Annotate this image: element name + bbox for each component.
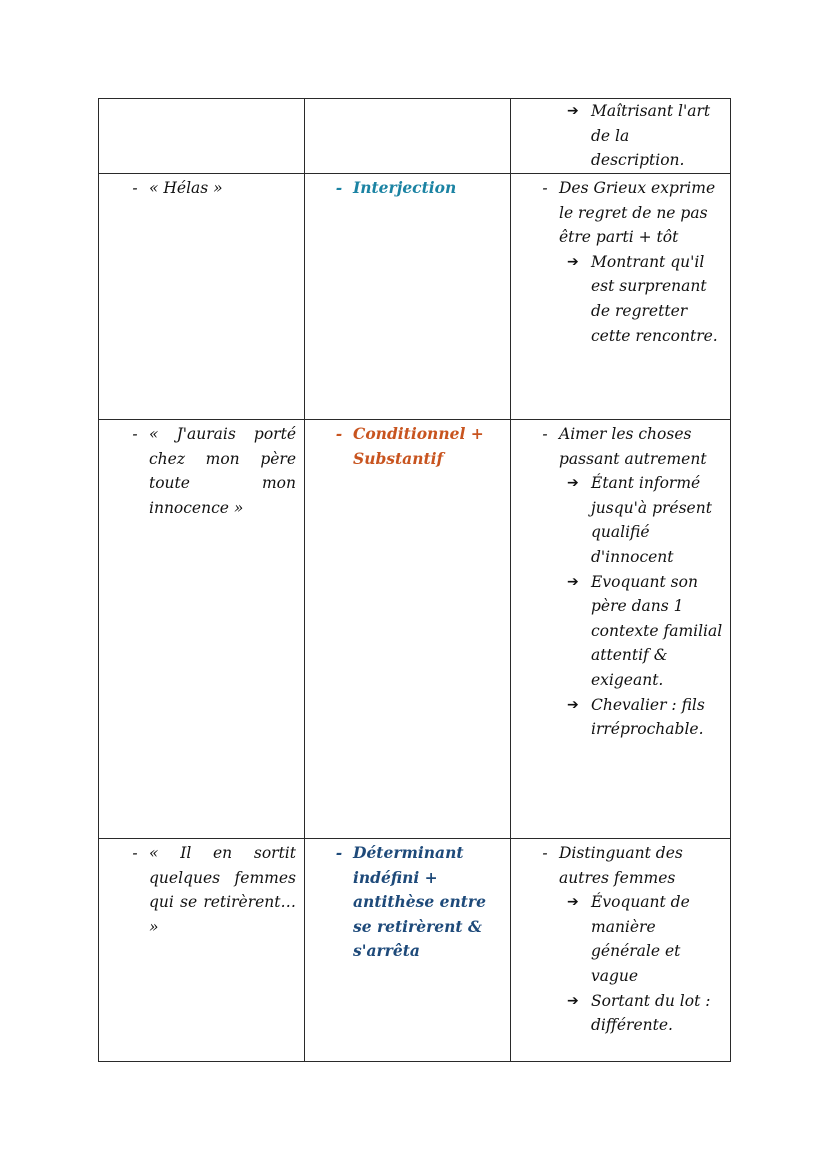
- quote-cell: [99, 99, 305, 174]
- dash-bullet-icon: -: [335, 178, 343, 197]
- arrow-right-icon: ➔: [567, 696, 579, 713]
- table-row: [99, 839, 731, 1062]
- dash-bullet-icon: -: [542, 844, 548, 862]
- arrow-right-icon: ➔: [567, 475, 579, 492]
- quote-cell: [99, 420, 305, 839]
- arrow-point: ➔ Chevalier : fils irréprochable.: [511, 693, 724, 742]
- interpretation-main: - Distinguant des autres femmes: [511, 841, 724, 890]
- interpretation-cell: [511, 99, 731, 174]
- arrow-point: ➔ Evoquant son père dans 1 contexte familial attentif & exigeant.: [511, 570, 724, 693]
- arrow-point: ➔ Montrant qu'il est surprenant de regretter cette rencontre.: [511, 250, 724, 348]
- dash-bullet-icon: -: [335, 424, 343, 443]
- procede-cell: [305, 420, 511, 839]
- quote-item: - « J'aurais porté chez mon père toute mon innocence »: [99, 422, 298, 520]
- procede-item: - Interjection: [305, 176, 504, 201]
- procede-cell: [305, 99, 511, 174]
- procede-item: - Conditionnel + Substantif: [305, 422, 504, 471]
- interpretation-cell: [511, 174, 731, 420]
- arrow-right-icon: ➔: [567, 253, 579, 270]
- arrow-right-icon: ➔: [567, 573, 579, 590]
- quote-cell: [99, 839, 305, 1062]
- table-row: [99, 420, 731, 839]
- interpretation-main: - Aimer les choses passant autrement: [511, 422, 724, 471]
- procede-cell: [305, 174, 511, 420]
- dash-bullet-icon: -: [132, 844, 138, 862]
- dash-bullet-icon: -: [542, 179, 548, 197]
- arrow-point: ➔ Sortant du lot : différente.: [511, 989, 724, 1038]
- procede-item: - Déterminant indéfini + antithèse entre se retirèrent & s'arrêta: [305, 841, 504, 964]
- arrow-point: ➔ Maîtrisant l'art de la description.: [511, 99, 724, 173]
- procede-cell: [305, 839, 511, 1062]
- arrow-point: ➔ Évoquant de manière générale et vague: [511, 890, 724, 988]
- dash-bullet-icon: -: [335, 843, 343, 862]
- table-row: [99, 99, 731, 174]
- quote-cell: [99, 174, 305, 420]
- quote-item: - « Il en sortit quelques femmes qui se retirèrent… »: [99, 841, 298, 939]
- quote-item: - « Hélas »: [99, 176, 298, 201]
- interpretation-main: - Des Grieux exprime le regret de ne pas être parti + tôt: [511, 176, 724, 250]
- arrow-right-icon: ➔: [567, 992, 579, 1009]
- table-row: [99, 174, 731, 420]
- analysis-table: [98, 98, 731, 1062]
- dash-bullet-icon: -: [132, 179, 138, 197]
- arrow-point: ➔ Étant informé jusqu'à présent qualifié d'innocent: [511, 471, 724, 569]
- interpretation-cell: [511, 420, 731, 839]
- interpretation-cell: [511, 839, 731, 1062]
- arrow-right-icon: ➔: [567, 103, 579, 119]
- dash-bullet-icon: -: [132, 425, 138, 443]
- dash-bullet-icon: -: [542, 425, 548, 443]
- arrow-right-icon: ➔: [567, 894, 579, 911]
